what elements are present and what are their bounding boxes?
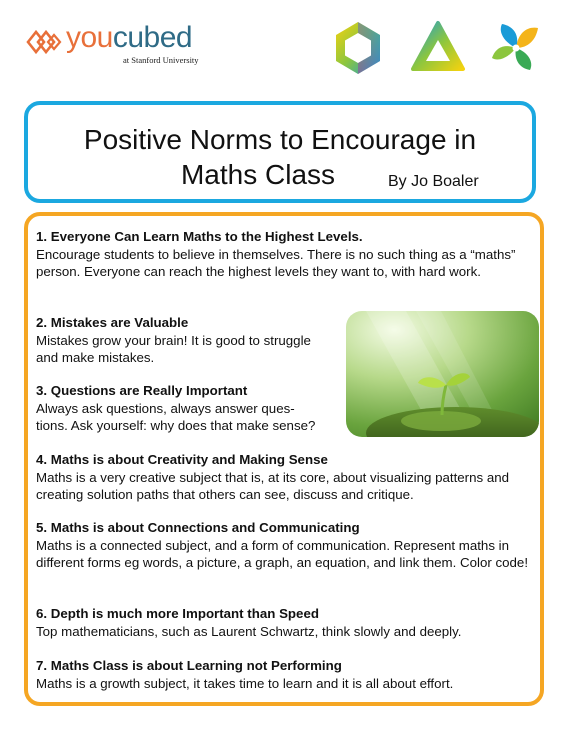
- norm-heading: 6. Depth is much more Important than Speed: [36, 606, 319, 621]
- norm-heading: 7. Maths Class is about Learning not Performing: [36, 658, 342, 673]
- hexagon-badge-icon: [330, 20, 386, 76]
- logo-wordmark: youcubed: [66, 21, 193, 54]
- norm-4: [36, 451, 536, 504]
- norm-6: [36, 605, 536, 640]
- author-byline: By Jo Boaler: [388, 173, 479, 190]
- norm-body: Always ask questions, always answer ques- tions. Ask yourself: why does that make sense?: [36, 400, 316, 433]
- norm-body: Maths is a very creative subject that is, at its core, about visualizing patterns and creating solution paths that others can see, discuss and critique.: [36, 469, 510, 502]
- norm-7: [36, 657, 536, 692]
- norm-heading: 1. Everyone Can Learn Maths to the Highest Levels.: [36, 229, 363, 244]
- title-line-1: Positive Norms to Encourage in: [83, 124, 477, 155]
- norm-heading: 4. Maths is about Creativity and Making Sense: [36, 452, 328, 467]
- norm-5: [36, 519, 536, 572]
- norm-1: [36, 228, 536, 281]
- norm-body: Maths is a connected subject, and a form of communication. Represent maths in different forms eg words, a picture, a graph, an equation, and link them. Color code!: [36, 537, 529, 570]
- norm-body: Encourage students to believe in themselves. There is no such thing as a “maths” person. Everyone can reach the highest levels they want to, with hard work.: [36, 246, 516, 279]
- youcubed-logo-icon: [26, 28, 62, 56]
- youcubed-logo: [26, 22, 226, 68]
- norm-heading: 2. Mistakes are Valuable: [36, 315, 189, 330]
- title-line-2: Maths Class: [180, 159, 336, 190]
- norm-body: Maths is a growth subject, it takes time to learn and it is all about effort.: [36, 675, 454, 691]
- norm-heading: 5. Maths is about Connections and Communicating: [36, 520, 360, 535]
- norm-heading: 3. Questions are Really Important: [36, 383, 248, 398]
- logo-subtitle: at Stanford University: [123, 55, 199, 65]
- triangle-badge-icon: [410, 20, 466, 76]
- norm-body: Top mathematicians, such as Laurent Schwartz, think slowly and deeply.: [36, 623, 462, 639]
- title-box: [24, 101, 536, 203]
- norms-box: [24, 212, 544, 706]
- norm-body: Mistakes grow your brain! It is good to struggle and make mistakes.: [36, 332, 311, 365]
- leaf-badge-icon: [488, 20, 544, 76]
- seedling-photo: [346, 311, 539, 437]
